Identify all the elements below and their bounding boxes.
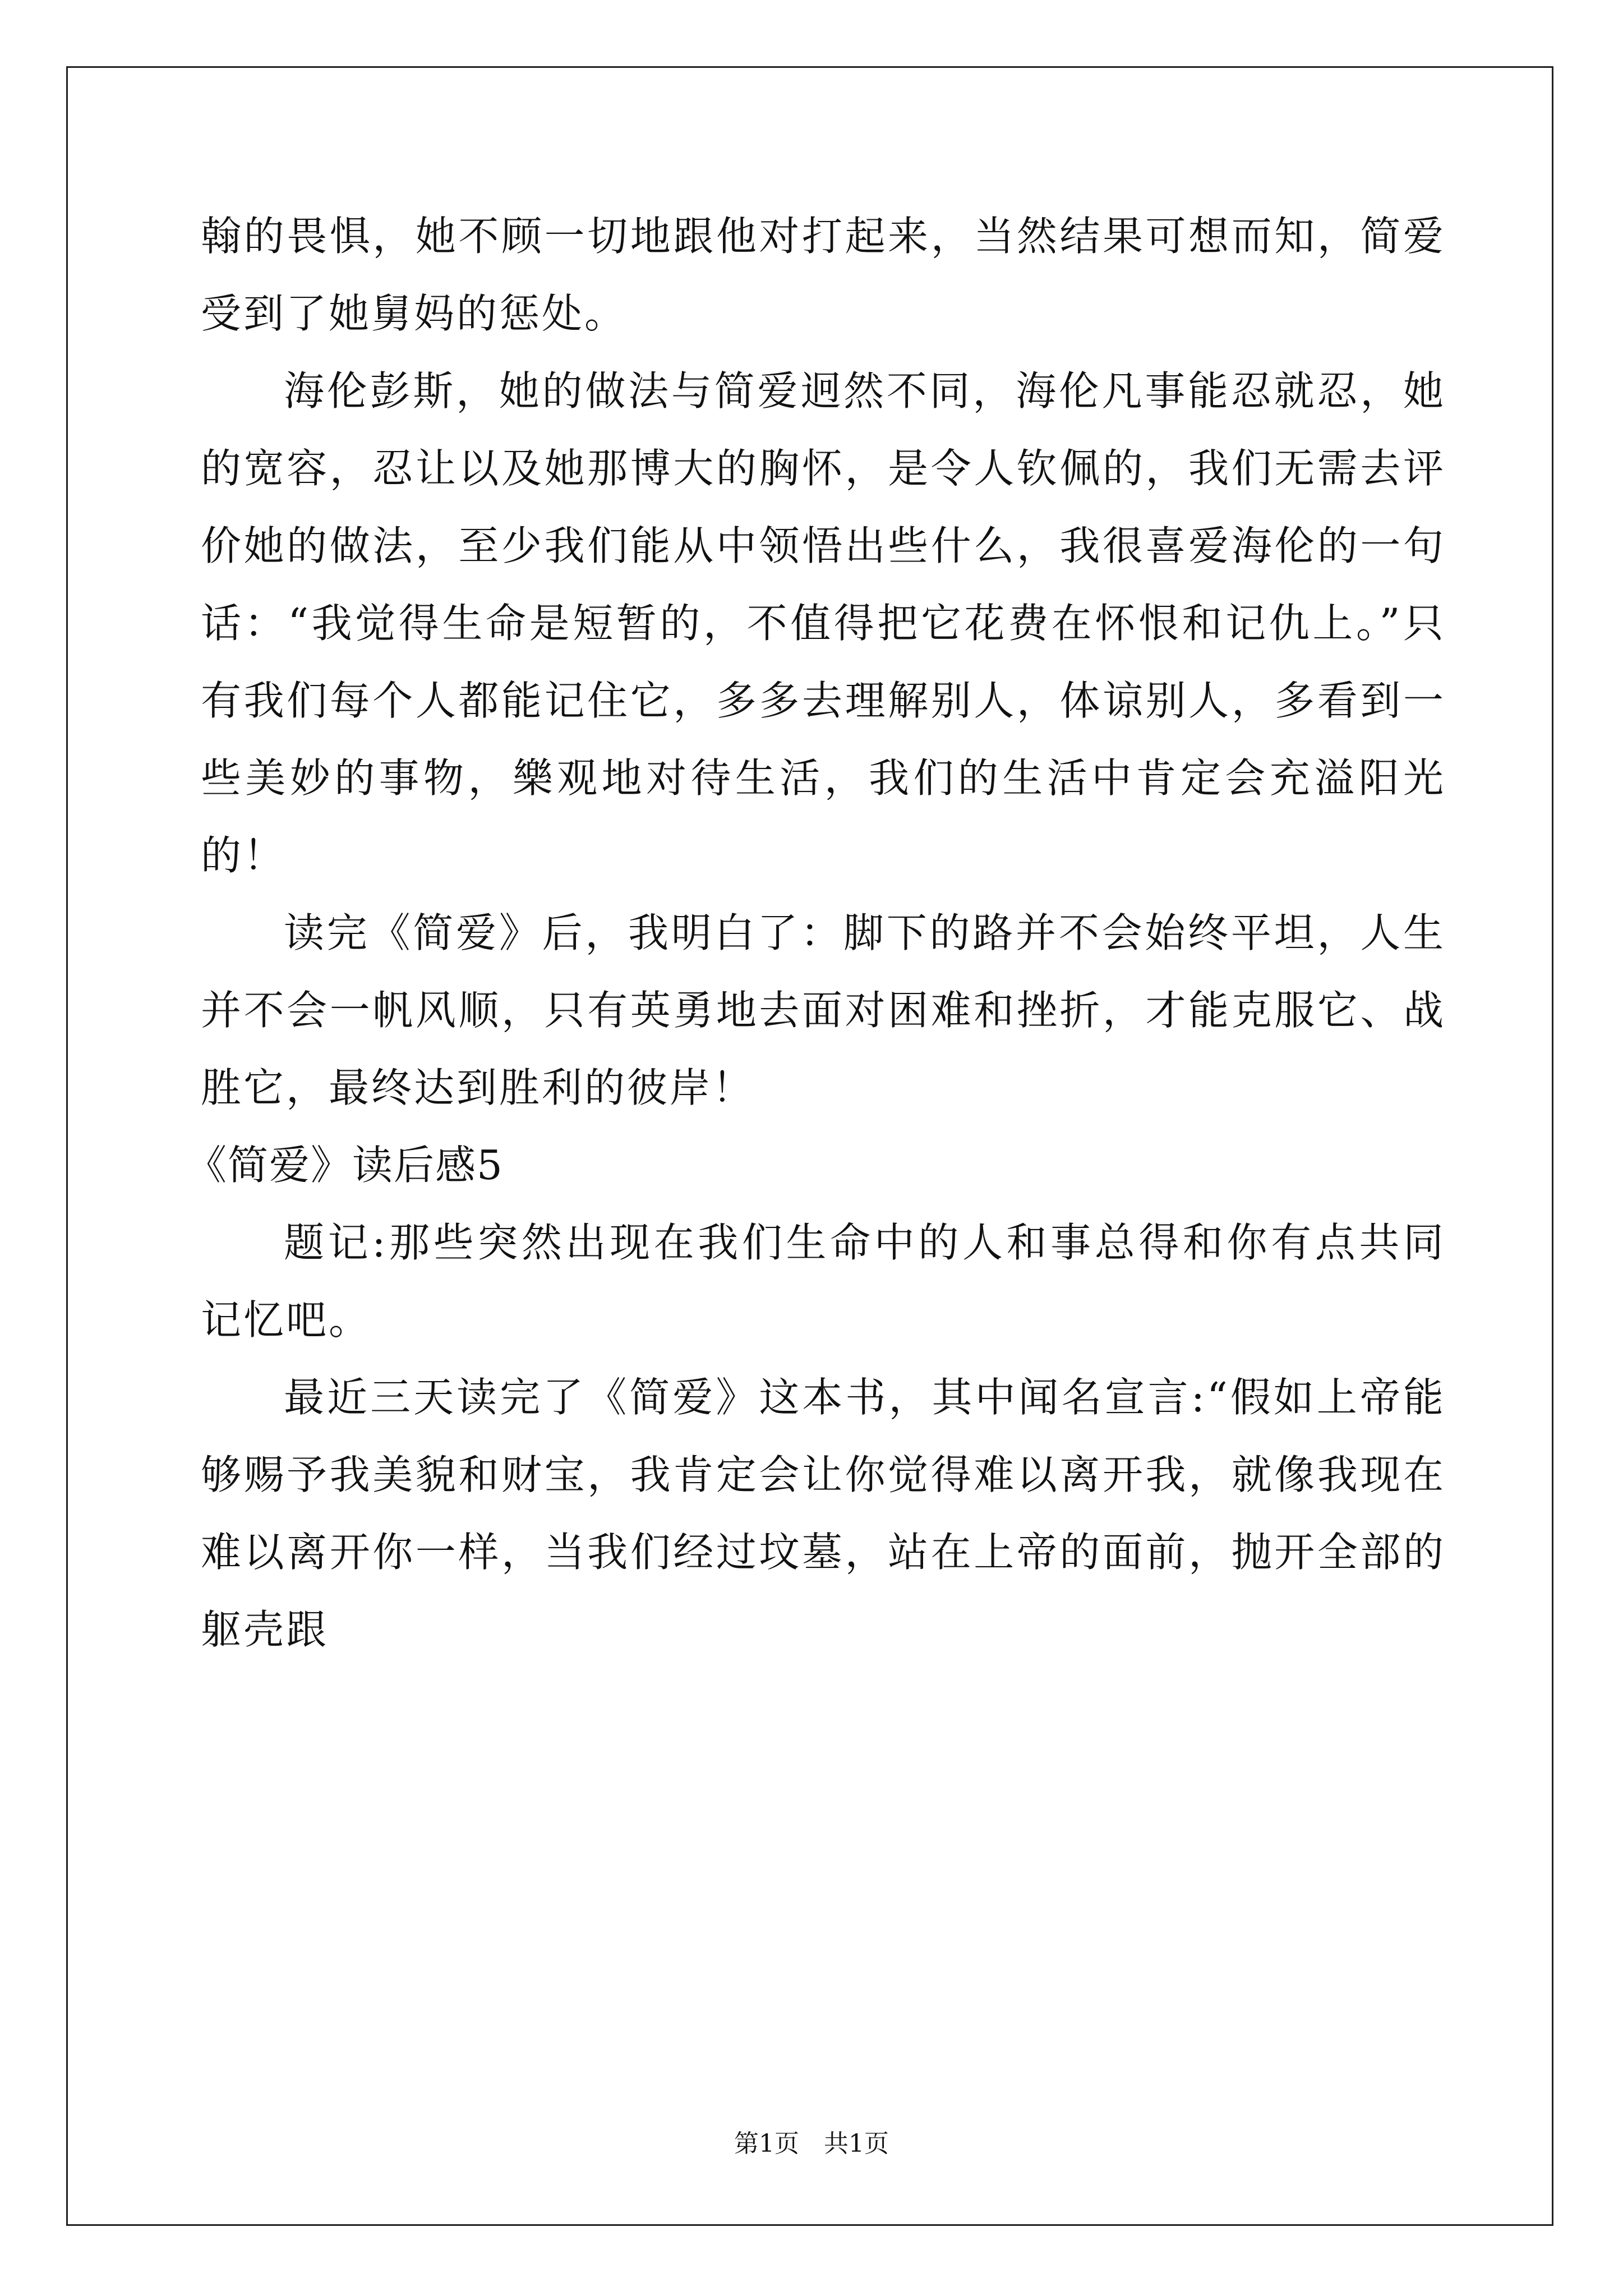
paragraph-continuation: 翰的畏惧，她不顾一切地跟他对打起来，当然结果可想而知，简爱受到了她舅妈的惩处。 <box>201 213 1446 337</box>
paragraph-conclusion: 读完《简爱》后，我明白了：脚下的路并不会始终平坦，人生并不会一帆风顺，只有英勇地去面对困难和挫折，才能克服它、战胜它，最终达到胜利的彼岸！ <box>201 909 1446 1111</box>
paragraph-helen: 海伦彭斯，她的做法与简爱迥然不同，海伦凡事能忍就忍，她的宽容，忍让以及她那博大的胸怀，是令人钦佩的，我们无需去评价她的做法，至少我们能从中领悟出些什么，我很喜爱海伦的一句话：“我觉得生命是短暂的，不值得把它花费在怀恨和记仇上。”只有我们每个人都能记住它，多多去理解别人，体谅别人，多看到一些美妙的事物，樂观地对待生活，我们的生活中肯定会充溢阳光的！ <box>201 367 1446 879</box>
page-number: 第1页 共1页 <box>734 2129 889 2158</box>
paragraph-reading: 最近三天读完了《简爱》这本书，其中闻名宣言:“假如上帝能够赐予我美貌和财宝，我肯定会让你觉得难以离开我，就像我现在难以离开你一样，当我们经过坟墓，站在上帝的面前，抛开全部的躯壳跟 <box>201 1374 1446 1653</box>
section-heading: 《简爱》读后感5 <box>186 1142 504 1189</box>
document-body <box>186 197 1446 1668</box>
paragraph-epigraph: 题记:那些突然出现在我们生命中的人和事总得和你有点共同记忆吧。 <box>201 1219 1446 1343</box>
